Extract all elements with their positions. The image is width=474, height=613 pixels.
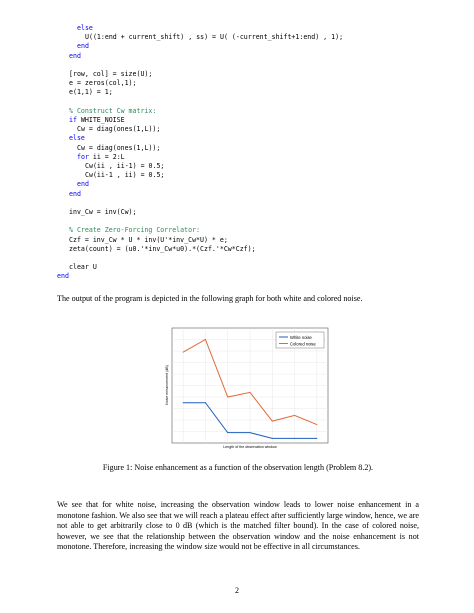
code-line: clear U — [69, 263, 97, 272]
code-line: % Construct Cw matrix: — [69, 106, 157, 115]
data-point — [316, 424, 317, 425]
data-point — [205, 339, 206, 340]
data-point — [205, 402, 206, 403]
data-point — [250, 392, 251, 393]
x-axis-label: Length of the observation window — [223, 445, 277, 449]
body-paragraph: We see that for white noise, increasing the observation window leads to lower noise enhancement in a monotone fashion. We also see that we will reach a plateau effect after sufficiently large window, hence, we are not able to get arbitrarily close to 0 dB (which is the matched filter bound). In the case of colored noise, however, we see that the relationship between the observation window and the noise enhancement is not monotone. Therefore, increasing the window size would not be effective in all circumstances. — [57, 500, 419, 552]
code-line: for ii = 2:L — [77, 152, 125, 161]
code-line: e = zeros(col,1); — [69, 79, 137, 88]
code-line: if WHITE_NOISE — [69, 116, 125, 124]
data-point — [294, 415, 295, 416]
code-line: U((1:end + current_shift) , ss) = U( (-current_shift+1:end) , 1); — [85, 33, 344, 42]
data-point — [250, 432, 251, 433]
data-point — [183, 402, 184, 403]
code-line: Cw = diag(ones(1,L)); — [77, 125, 161, 134]
code-line: [row, col] = size(U); — [69, 70, 153, 78]
page-number: 2 — [235, 586, 239, 595]
legend-label-white-noise: White noise — [290, 335, 312, 340]
data-point — [316, 438, 317, 439]
data-point — [227, 397, 228, 398]
code-line: end — [77, 42, 89, 51]
code-line: end — [57, 272, 69, 281]
code-line: end — [77, 180, 89, 189]
code-line: end — [69, 189, 81, 198]
code-line: Cw(ii-1 , ii) = 0.5; — [85, 171, 165, 180]
code-line: e(1,1) = 1; — [69, 88, 113, 97]
figure-caption: Figure 1: Noise enhancement as a function of the observation length (Problem 8.2). — [102, 463, 374, 472]
chart-legend — [276, 332, 324, 348]
code-line: Cw = diag(ones(1,L)); — [77, 143, 161, 152]
y-axis-label: Noise enhancement (dB) — [165, 365, 169, 405]
code-line: zeta(count) = (u0.'*inv_Cw*u0).*(Czf.'*Cw*Czf); — [69, 244, 256, 253]
code-line: end — [69, 51, 81, 60]
intro-paragraph: The output of the program is depicted in the following graph for both white and colored noise. — [57, 294, 363, 303]
data-point — [272, 438, 273, 439]
code-line: else — [77, 24, 93, 32]
code-line: % Create Zero-Forcing Correlator: — [69, 226, 201, 235]
noise-enhancement-chart — [0, 322, 474, 462]
data-point — [272, 421, 273, 422]
code-line: else — [69, 134, 85, 143]
data-point — [294, 438, 295, 439]
data-point — [183, 352, 184, 353]
code-line: inv_Cw = inv(Cw); — [69, 208, 137, 216]
code-line: Czf = inv_Cw * U * inv(U'*inv_Cw*U) * e; — [69, 235, 228, 244]
code-line: Cw(ii , ii-1) = 0.5; — [85, 162, 165, 170]
data-point — [227, 432, 228, 433]
legend-label-colored-noise: Colored noise — [290, 341, 316, 347]
